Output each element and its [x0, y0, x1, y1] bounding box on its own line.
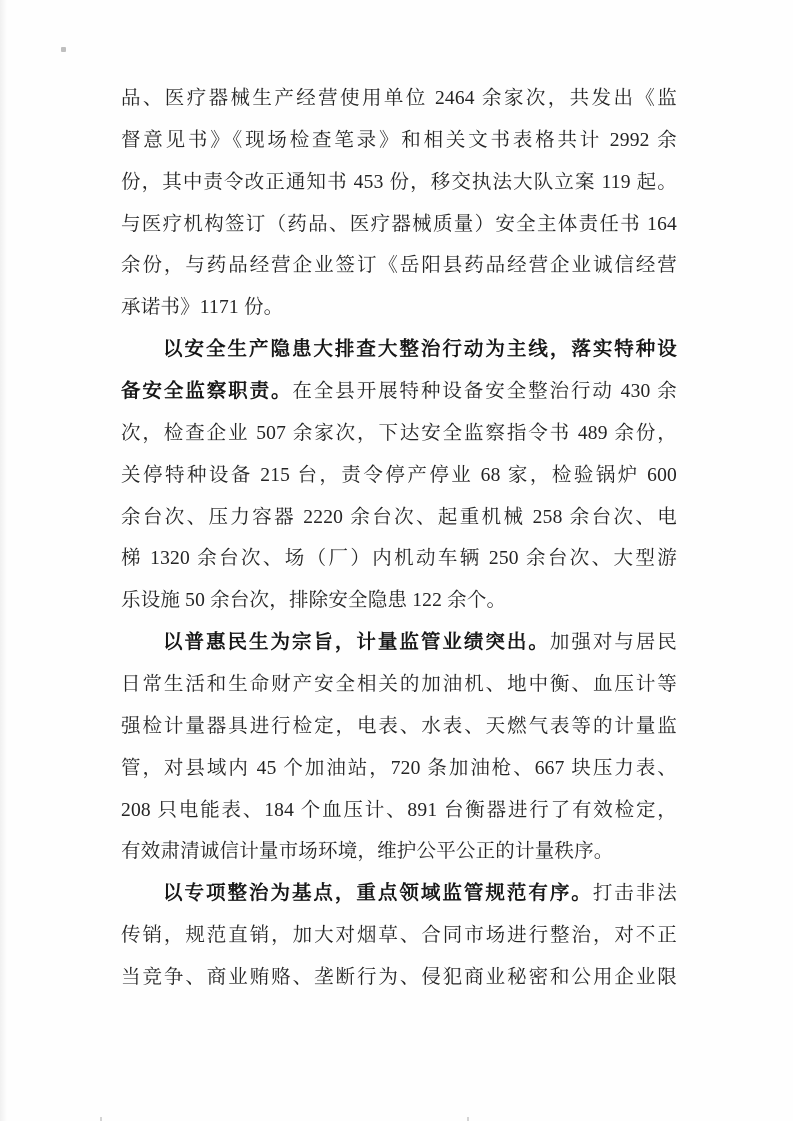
text-line	[121, 706, 677, 748]
text-run: 关停特种设备 215 台，责令停产停业 68 家，检验锅炉 600	[121, 464, 677, 486]
text-line	[121, 831, 677, 873]
text-line	[121, 413, 677, 455]
text-run: 加强对与居民	[549, 632, 677, 654]
text-run: 在全县开展特种设备安全整治行动 430 余	[292, 381, 677, 403]
emphasis-text-run: 以普惠民生为宗旨，计量监管业绩突出。	[163, 631, 550, 654]
text-run: 乐设施 50 余台次，排除安全隐患 122 余个。	[121, 590, 507, 612]
text-line	[121, 329, 677, 371]
text-line	[121, 538, 677, 580]
emphasis-text-run: 以专项整治为基点，重点领域监管规范有序。	[163, 882, 593, 905]
scan-edge-shadow	[0, 0, 7, 1121]
text-line	[121, 204, 677, 246]
text-line	[121, 915, 677, 957]
text-line	[121, 664, 677, 706]
text-line	[121, 622, 677, 664]
text-line	[121, 580, 677, 622]
text-line	[121, 245, 677, 287]
text-line	[121, 748, 677, 790]
document-body	[121, 78, 677, 999]
emphasis-text-run: 以安全生产隐患大排查大整治行动为主线，落实特种设	[163, 338, 677, 361]
text-run: 强检计量器具进行检定，电表、水表、天燃气表等的计量监	[121, 715, 677, 737]
text-run: 管，对县域内 45 个加油站，720 条加油枪、667 块压力表、	[121, 757, 677, 779]
text-run: 有效肃清诚信计量市场环境，维护公平公正的计量秩序。	[121, 841, 614, 863]
text-run: 打击非法	[592, 883, 677, 905]
text-line	[121, 78, 677, 120]
text-run: 份，其中责令改正通知书 453 份，移交执法大队立案 119 起。	[121, 171, 677, 193]
text-line	[121, 371, 677, 413]
text-run: 督意见书》《现场检查笔录》和相关文书表格共计 2992 余	[121, 129, 677, 151]
text-run: 梯 1320 余台次、场（厂）内机动车辆 250 余台次、大型游	[121, 548, 677, 570]
scan-tick-artifact	[100, 1117, 102, 1121]
emphasis-text-run: 备安全监察职责。	[121, 380, 293, 403]
text-line	[121, 120, 677, 162]
text-run: 次，检查企业 507 余家次，下达安全监察指令书 489 余份，	[121, 422, 677, 444]
text-line	[121, 455, 677, 497]
text-line	[121, 497, 677, 539]
text-run: 208 只电能表、184 个血压计、891 台衡器进行了有效检定，	[121, 799, 677, 821]
text-run: 品、医疗器械生产经营使用单位 2464 余家次，共发出《监	[121, 88, 677, 109]
text-run: 传销，规范直销，加大对烟草、合同市场进行整治，对不正	[121, 925, 677, 947]
text-run: 余份，与药品经营企业签订《岳阳县药品经营企业诚信经营	[121, 255, 677, 277]
scan-speck-artifact	[61, 47, 66, 52]
text-run: 承诺书》1171 份。	[121, 297, 284, 319]
text-line	[121, 790, 677, 832]
text-line	[121, 287, 677, 329]
text-run: 当竞争、商业贿赂、垄断行为、侵犯商业秘密和公用企业限	[121, 967, 677, 989]
scan-tick-artifact	[467, 1117, 469, 1121]
text-line	[121, 162, 677, 204]
text-line	[121, 873, 677, 915]
text-run: 余台次、压力容器 2220 余台次、起重机械 258 余台次、电	[121, 506, 677, 528]
text-run: 与医疗机构签订（药品、医疗器械质量）安全主体责任书 164	[121, 213, 677, 235]
text-line	[121, 957, 677, 999]
text-run: 日常生活和生命财产安全相关的加油机、地中衡、血压计等	[121, 674, 677, 696]
